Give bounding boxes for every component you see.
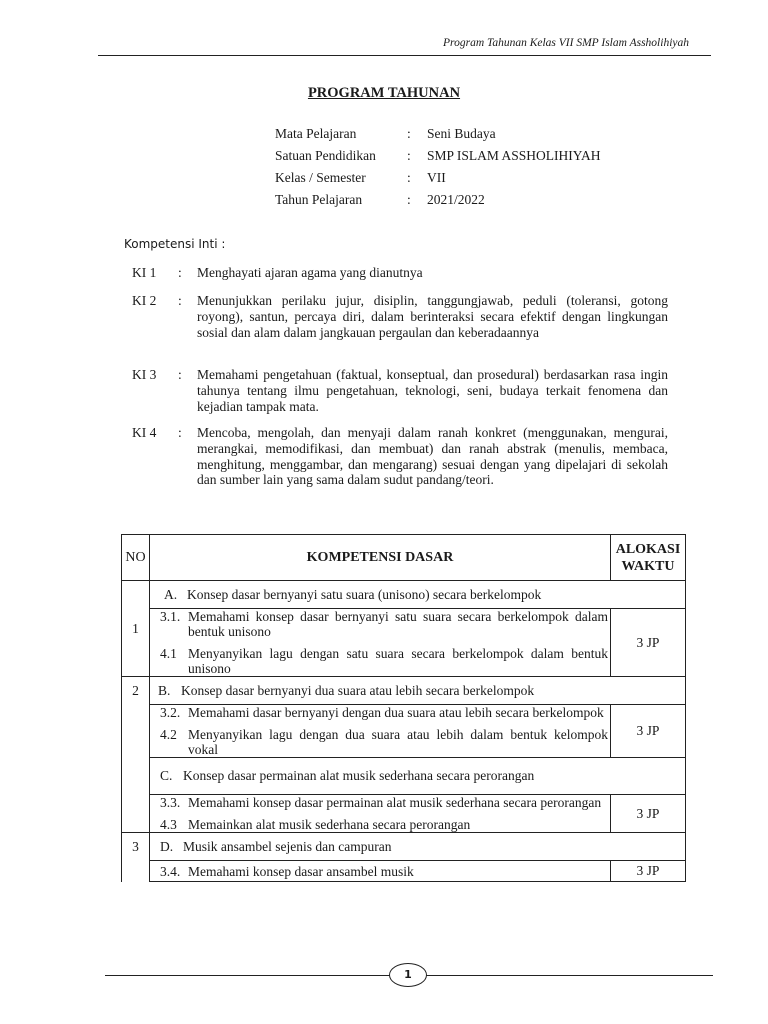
page-header <box>98 34 711 56</box>
group-heading: C. Konsep dasar permainan alat musik sederhana secara perorangan <box>150 758 686 795</box>
time-allocation: 3 JP <box>611 795 686 833</box>
document-title: PROGRAM TAHUNAN <box>307 85 461 101</box>
header-alokasi-waktu: ALOKASI WAKTU <box>611 535 686 581</box>
kd-items <box>150 795 611 833</box>
ki-item-3: KI 3 : Memahami pengetahuan (faktual, konseptual, dan prosedural) berdasarkan rasa ingin tahunya tentang ilmu pengetahuan, teknologi, seni, budaya terkait fenomena dan kejadian tampak mata. <box>132 367 668 414</box>
ki-item-2: KI 2 : Menunjukkan perilaku jujur, disiplin, tanggungjawab, peduli (toleransi, gotong royong), santun, percaya diri, dalam berinteraksi secara efektif dengan lingkungan sosial dan alam dalam jangkauan pergaulan dan keberadaannya <box>132 293 668 340</box>
header-kompetensi-dasar: KOMPETENSI DASAR <box>150 535 611 581</box>
table-row <box>122 861 686 882</box>
ki-item-4: KI 4 : Mencoba, mengolah, dan menyaji dalam ranah konkret (menggunakan, mengurai, merangkai, memodifikasi, dan membuat) dan ranah abstrak (menulis, membaca, menghitung, menggambar, dan mengarang) sesuai dengan yang dipelajari di sekolah dan sumber lain yang sama dalam sudut pandang/teori. <box>132 425 668 488</box>
row-number: 1 <box>122 581 150 677</box>
header-no: NO <box>122 535 150 581</box>
list-item: 3.1. Memahami konsep dasar bernyanyi satu suara secara berkelompok dalam bentuk unisono <box>160 609 608 639</box>
table-header-row <box>122 535 686 581</box>
ki-heading: Kompetensi Inti : <box>124 237 226 251</box>
table-row <box>122 705 686 758</box>
time-allocation: 3 JP <box>611 705 686 758</box>
table-row <box>122 677 686 705</box>
table-row <box>122 581 686 609</box>
kd-items <box>150 861 611 882</box>
table-row <box>122 609 686 677</box>
group-heading: A. Konsep dasar bernyanyi satu suara (unisono) secara berkelompok <box>150 581 686 609</box>
table-row <box>122 795 686 833</box>
group-heading: D. Musik ansambel sejenis dan campuran <box>150 833 686 861</box>
list-item: 3.2. Memahami dasar bernyanyi dengan dua suara atau lebih secara berkelompok <box>160 705 604 720</box>
kd-items <box>150 609 611 677</box>
row-number: 3 <box>122 833 150 882</box>
meta-row-class: Kelas / Semester : VII <box>275 170 446 185</box>
list-item: 3.4. Memahami konsep dasar ansambel musik <box>160 863 414 879</box>
meta-row-year: Tahun Pelajaran : 2021/2022 <box>275 192 485 207</box>
running-title: Program Tahunan Kelas VII SMP Islam Assholihiyah <box>443 37 689 49</box>
ki-item-1: KI 1 : Menghayati ajaran agama yang dianutnya <box>132 265 423 280</box>
kompetensi-dasar-table <box>121 534 686 882</box>
group-heading: B. Konsep dasar bernyanyi dua suara atau lebih secara berkelompok <box>150 677 686 705</box>
time-allocation: 3 JP <box>611 609 686 677</box>
list-item: 4.2 Menyanyikan lagu dengan dua suara atau lebih dalam bentuk kelompok vokal <box>160 727 608 757</box>
meta-row-subject: Mata Pelajaran : Seni Budaya <box>275 126 496 141</box>
time-allocation: 3 JP <box>611 861 686 882</box>
list-item: 3.3. Memahami konsep dasar permainan alat musik sederhana secara perorangan <box>160 795 602 810</box>
list-item: 4.1 Menyanyikan lagu dengan satu suara secara berkelompok dalam bentuk unisono <box>160 646 608 676</box>
meta-row-school: Satuan Pendidikan : SMP ISLAM ASSHOLIHIYAH <box>275 148 601 163</box>
kd-items <box>150 705 611 758</box>
row-number: 2 <box>122 677 150 833</box>
page-number: 1 <box>389 963 427 987</box>
list-item: 4.3 Memainkan alat musik sederhana secara perorangan <box>160 817 471 832</box>
table-row <box>122 758 686 795</box>
table-row <box>122 833 686 861</box>
document-meta <box>275 126 675 214</box>
